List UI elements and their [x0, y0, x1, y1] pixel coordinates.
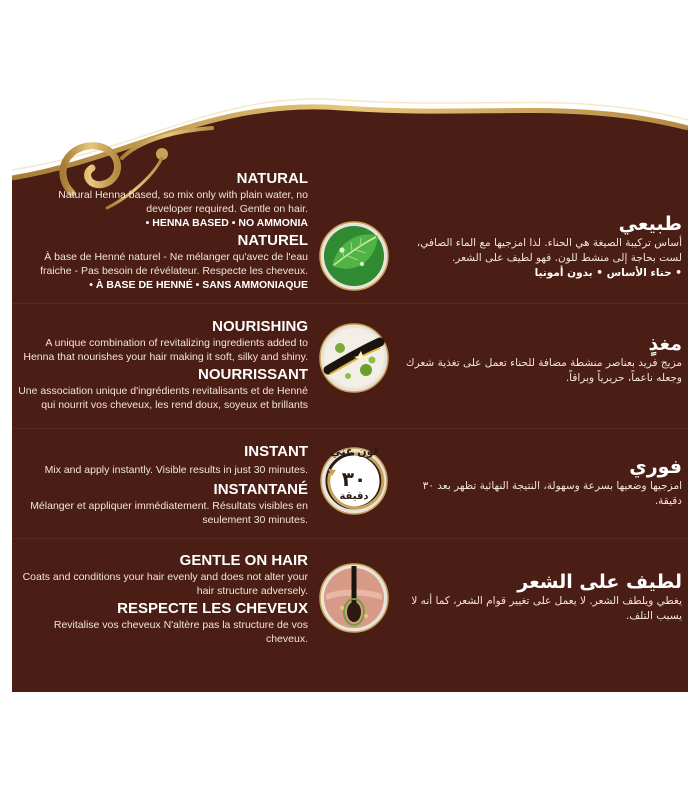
- leaf-icon: [318, 220, 390, 292]
- title-fr: NATUREL: [237, 232, 308, 249]
- title-ar: مغذٍ: [648, 333, 682, 355]
- desc-fr: Une association unique d'ingrédients revitalisants et de Henné qui nourrit vos cheveux, les rend doux, soyeux et brillants: [18, 385, 308, 411]
- desc-ar: امزجيها وضعيها بسرعة وسهولة، النتيجة النهائية تظهر بعد ٣٠ دقيقة.: [422, 480, 682, 507]
- timer-icon: [318, 443, 390, 515]
- desc-ar: أساس تركيبة الصيغة هي الحناء. لذا امزجيها مع الماء الصافي، لست بحاجة إلى منشط للون. فهو لطيف على الشعر.: [416, 237, 682, 264]
- title-en: NOURISHING: [212, 318, 308, 335]
- title-fr: NOURRISSANT: [197, 366, 308, 383]
- hair-strand-icon: [318, 322, 390, 394]
- desc-fr: À base de Henné naturel - Ne mélanger qu'avec de l'eau fraiche - Pas besoin de révélateur. Respecte les cheveux.: [40, 251, 308, 277]
- desc-en: Natural Henna based, so mix only with plain water, no developer required. Gentle on hair.: [58, 189, 308, 215]
- title-en: INSTANT: [244, 443, 308, 460]
- desc-ar: يغطي ويلطف الشعر. لا يعمل على تغيير قوام الشعر، كما أنه لا يسبب التلف.: [411, 595, 682, 622]
- title-ar: لطيف على الشعر: [517, 571, 682, 593]
- desc-en: A unique combination of revitalizing ingredients added to Henna that nourishes your hair making it soft, silky and shiny.: [23, 337, 308, 363]
- hair-follicle-icon: [318, 562, 390, 634]
- badge-number: ٣٠: [341, 467, 367, 491]
- desc-fr: Revitalise vos cheveux N'altère pas la structure de vos cheveux.: [53, 619, 308, 645]
- title-en: GENTLE ON HAIR: [179, 552, 308, 569]
- title-fr: INSTANTANÉ: [213, 481, 308, 498]
- title-fr: RESPECTE LES CHEVEUX: [117, 600, 308, 617]
- title-en: NATURAL: [236, 170, 308, 187]
- desc-ar: مزيج فريد بعناصر منشطة مضافة للحناء تعمل على تغذية شعرك وجعله ناعماً، حريرياً وبراقاً.: [405, 357, 682, 384]
- desc-en: Coats and conditions your hair evenly and does not alter your hair structure adversely.: [22, 571, 308, 597]
- bullets-en: • HENNA BASED • NO AMMONIA: [145, 217, 308, 229]
- bullets-fr: • À BASE DE HENNÉ • SANS AMMONIAQUE: [89, 279, 308, 291]
- bullets-ar: • حناء الأساس • بدون أمونيا: [534, 267, 682, 279]
- title-ar: طبيعي: [618, 213, 682, 235]
- desc-en: Mix and apply instantly. Visible results in just 30 minutes.: [44, 464, 308, 476]
- title-ar: فوري: [629, 456, 682, 478]
- desc-fr: Mélanger et appliquer immédiatement. Résultats visibles en seulement 30 minutes.: [30, 500, 308, 526]
- badge-unit: دقيقة: [339, 491, 369, 502]
- badge-top: لون غني: [330, 445, 378, 458]
